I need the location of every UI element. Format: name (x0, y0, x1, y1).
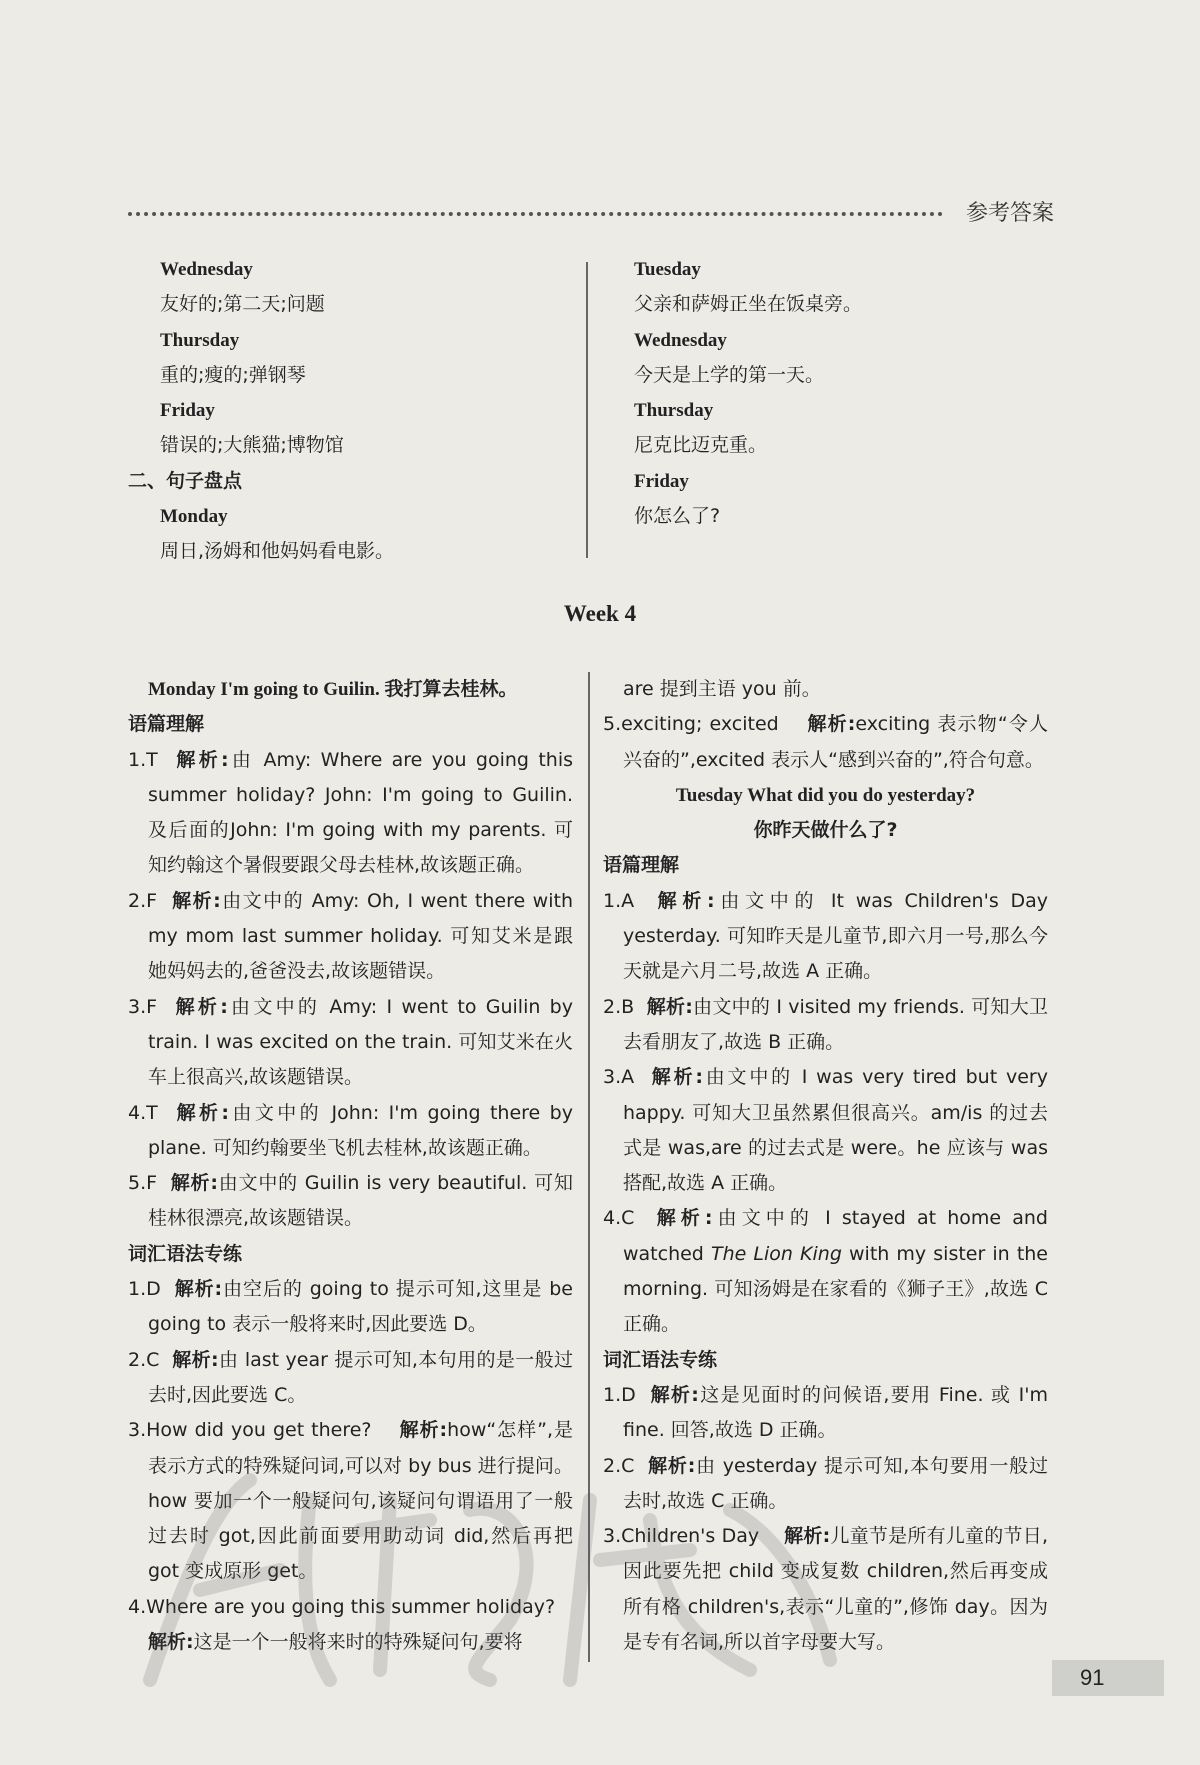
answer-number: 4.T (128, 1101, 158, 1124)
answer-item (128, 1166, 573, 1237)
analysis-text: 由 Amy: Where are you going this summer holiday? John: I'm going to Guilin. 及后面的John: I'm going with my parents. 可知约翰这个暑假要跟父母去桂林,故该题正确。 (148, 748, 573, 877)
answer-item (128, 1343, 573, 1414)
top-left-thursday-label: Thursday (160, 329, 240, 351)
top-right-tuesday-label: Tuesday (634, 259, 701, 280)
analysis-text: 由文中的 I was very tired but very happy. 可知大卫虽然累但很高兴。am/is 的过去式是 was,are 的过去式是 were。he 应该与 was 搭配,故选 A 正确。 (623, 1066, 1048, 1195)
top-right-wednesday-text: 今天是上学的第一天。 (634, 363, 825, 386)
top-left-friday-label: Friday (160, 400, 215, 422)
week-title: Week 4 (563, 601, 637, 626)
analysis-label: 解析: (399, 1419, 448, 1442)
header-title: 参考答案 (966, 201, 1055, 226)
analysis-text: with my sister in the morning. 可知汤姆是在家看的《狮子王》,故选 C 正确。 (623, 1242, 1048, 1336)
answer-item (603, 884, 1048, 990)
section-vocabulary-grammar: 词汇语法专练 (128, 1242, 243, 1265)
top-right-thursday-text: 尼克比迈克重。 (634, 434, 768, 457)
top-left-wednesday-label: Wednesday (160, 259, 253, 280)
analysis-label: 解析: (172, 889, 221, 912)
analysis-label: 解析: (646, 995, 693, 1018)
analysis-label: 解析: (176, 1101, 230, 1124)
analysis-text: 这是一个一般将来时的特殊疑问句,要将 (193, 1631, 523, 1654)
top-right-tuesday-text: 父亲和萨姆正坐在饭桌旁。 (634, 293, 863, 316)
analysis-label: 解析: (176, 748, 229, 771)
answer-number: 4.C (603, 1207, 635, 1230)
handwritten-watermark-icon (130, 1440, 850, 1700)
top-column-divider (586, 262, 588, 558)
analysis-text: 由 yesterday 提示可知,本句要用一般过去时,故选 C 正确。 (623, 1454, 1048, 1512)
monday-title: Monday I'm going to Guilin. 我打算去桂林。 (148, 679, 518, 700)
answer-number: 1.A (603, 889, 635, 912)
analysis-text: 由文中的 Guilin is very beautiful. 可知桂林很漂亮,故该题错误。 (148, 1172, 573, 1230)
answer-number: 2.C (128, 1348, 160, 1371)
tuesday-title: Tuesday What did you do yesterday? (675, 784, 976, 806)
analysis-text: 儿童节是所有儿童的节日,因此要先把 child 变成复数 children,然后再变成所有格 children's,表示“儿童的”,修饰 day。因为是专有名词,所以首字母要大写。 (623, 1525, 1048, 1654)
analysis-label: 解析: (648, 1454, 696, 1477)
analysis-label: 解析: (651, 1066, 703, 1089)
answer-number: 4.Where are you going this summer holiday? (128, 1595, 556, 1618)
answer-number: 2.B (603, 995, 635, 1018)
answer-number: 3.Children's Day (603, 1525, 760, 1548)
analysis-label: 解析: (650, 1383, 699, 1406)
answer-number: 2.C (603, 1454, 635, 1477)
answer-number: 1.D (128, 1278, 161, 1301)
answer-item (603, 1060, 1048, 1201)
analysis-text: 这是见面时的问候语,要用 Fine. 或 I'm fine. 回答,故选 D 正确。 (623, 1383, 1048, 1442)
top-right-wednesday-label: Wednesday (634, 329, 727, 351)
answer-number: 1.T (128, 748, 158, 771)
answer-number: 1.D (603, 1383, 636, 1406)
section-reading-comprehension: 语篇理解 (128, 713, 205, 736)
analysis-text: exciting 表示物“令人兴奋的”,excited 表示人“感到兴奋的”,符合句意。 (623, 713, 1048, 771)
analysis-label: 解析: (172, 1348, 219, 1371)
analysis-text: 由文中的 Amy: I went to Guilin by train. I was excited on the train. 可知艾米在火车上很高兴,故该题错误。 (148, 995, 573, 1089)
answer-number: 3.F (128, 995, 158, 1018)
answer-item (603, 990, 1048, 1061)
analysis-text: 由文中的 John: I'm going there by plane. 可知约翰要坐飞机去桂林,故该题正确。 (148, 1101, 573, 1159)
analysis-label: 解析: (656, 1207, 713, 1230)
analysis-label: 解析: (807, 713, 856, 736)
answer-item (603, 707, 1048, 778)
answer-item (128, 743, 573, 884)
analysis-text: 由文中的 I stayed at home and watched (623, 1207, 1048, 1265)
header-dotted-rule (128, 212, 943, 216)
answer-item (603, 1378, 1048, 1449)
analysis-label: 解析: (657, 889, 715, 912)
top-left-monday-text: 周日,汤姆和他妈妈看电影。 (160, 540, 395, 563)
answer-item (128, 990, 573, 1096)
analysis-label: 解析: (174, 1278, 223, 1301)
answer-number: 2.F (128, 889, 158, 912)
continued-text: are 提到主语 you 前。 (623, 678, 821, 700)
page-number: 91 (1052, 1660, 1164, 1696)
top-left-thursday-text: 重的;瘦的;弹钢琴 (160, 363, 306, 386)
answer-item (128, 1096, 573, 1167)
analysis-label: 解析: (784, 1525, 831, 1548)
analysis-text: 由文中的 I visited my friends. 可知大卫去看朋友了,故选 B 正确。 (623, 995, 1048, 1053)
tuesday-title-cn: 你昨天做什么了? (753, 819, 898, 842)
answer-number: 3.How did you get there? (128, 1419, 372, 1442)
answer-number: 5.F (128, 1172, 158, 1195)
section-reading-comprehension: 语篇理解 (603, 854, 680, 877)
analysis-text: 由 last year 提示可知,本句用的是一般过去时,因此要选 C。 (148, 1348, 573, 1406)
answer-item (603, 1201, 1048, 1342)
analysis-text: 由空后的 going to 提示可知,这里是 be going to 表示一般将来时,因此要选 D。 (148, 1278, 573, 1336)
top-left-column (128, 252, 568, 570)
top-left-friday-text: 错误的;大熊猫;博物馆 (160, 434, 344, 457)
analysis-label: 解析: (170, 1172, 218, 1195)
analysis-text: 由文中的 It was Children's Day yesterday. 可知昨天是儿童节,即六月一号,那么今天就是六月二号,故选 A 正确。 (623, 889, 1048, 983)
analysis-label: 解析: (148, 1631, 194, 1654)
analysis-text: how“怎样”,是表示方式的特殊疑问词,可以对 by bus 进行提问。how 要加一个一般疑问句,该疑问句谓语用了一般过去时 got,因此前面要用助动词 did,然后再把 got 变成原形 get。 (148, 1419, 573, 1583)
analysis-label: 解析: (175, 995, 228, 1018)
answer-number: 5.exciting; excited (603, 713, 779, 736)
answer-item (128, 1272, 573, 1343)
top-right-thursday-label: Thursday (634, 400, 714, 422)
answer-item (128, 884, 573, 990)
answer-number: 3.A (603, 1066, 635, 1089)
top-right-column (634, 252, 1054, 534)
section-sentence-review: 二、句子盘点 (128, 469, 243, 492)
top-right-friday-label: Friday (634, 470, 689, 492)
section-vocabulary-grammar: 词汇语法专练 (603, 1348, 718, 1371)
top-left-wednesday-text: 友好的;第二天;问题 (160, 293, 325, 316)
top-right-friday-text: 你怎么了? (634, 505, 721, 528)
analysis-text: 由文中的 Amy: Oh, I went there with my mom last summer holiday. 可知艾米是跟她妈妈去的,爸爸没去,故该题错误。 (148, 889, 573, 983)
movie-title: The Lion King (710, 1242, 842, 1265)
top-left-monday-label: Monday (160, 506, 228, 528)
